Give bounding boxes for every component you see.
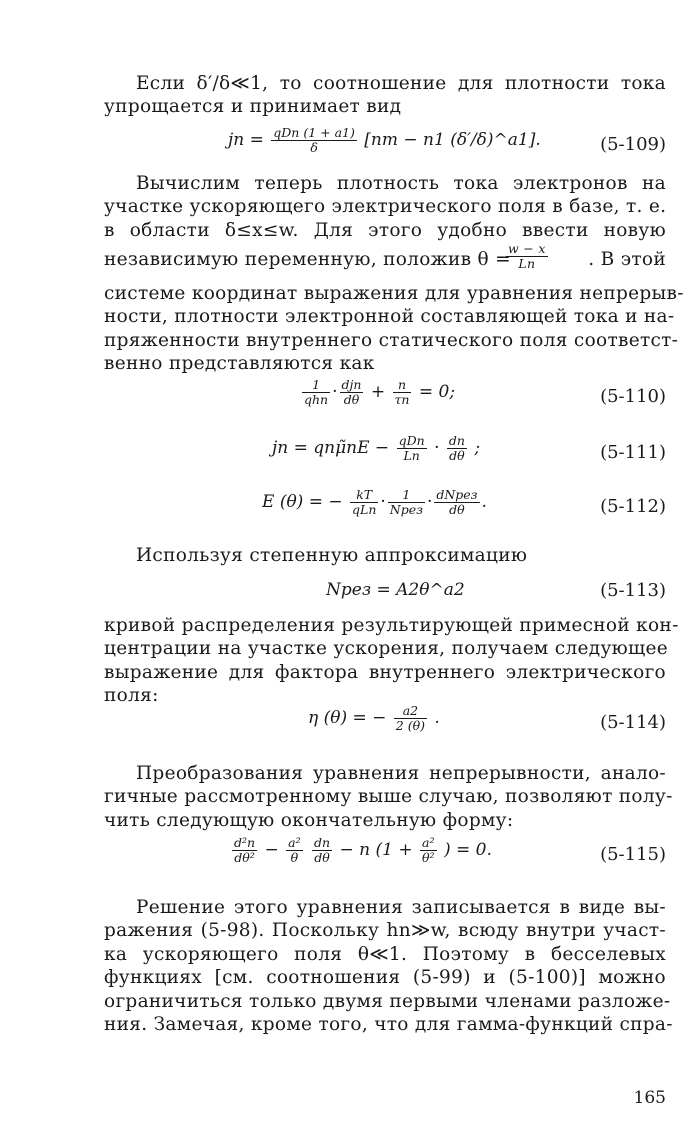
eq-lhs: jn = qnμ̃nE − [272, 438, 390, 458]
denominator: dθ [449, 502, 465, 517]
fraction [312, 836, 332, 865]
paragraph-3 [104, 282, 684, 376]
text-line: упрощается и принимает вид [104, 96, 402, 118]
fraction [302, 378, 330, 407]
text-line: поля: [104, 685, 159, 707]
eq-lhs: E (θ) = − [262, 492, 343, 512]
equation-number: (5-115) [600, 844, 666, 865]
equation-number: (5-112) [600, 496, 666, 517]
denominator: dθ [314, 850, 330, 865]
eq-tail: ) = 0. [443, 840, 492, 860]
page-number: 165 [633, 1088, 666, 1108]
fraction [394, 704, 427, 733]
equation-number: (5-110) [600, 386, 666, 407]
text-line: ности, плотности электронной составляющей тока и на- [104, 306, 675, 328]
text-line: Преобразования уравнения непрерывности, анало- [136, 763, 666, 784]
numerator: 1 [388, 488, 425, 503]
numerator: qDn [398, 433, 425, 448]
denominator: 2 (θ) [395, 718, 426, 733]
eq-mid: − n (1 + [339, 840, 413, 860]
denominator: Nрез [389, 502, 423, 517]
numerator: dn [448, 433, 465, 448]
equation-number: (5-113) [600, 580, 666, 601]
fraction [286, 836, 302, 865]
text-line: выражение для фактора внутреннего электрического [104, 661, 666, 683]
text-line: системе координат выражения для уравнения непрерыв- [104, 283, 684, 304]
text-line: ния. Замечая, кроме того, что для гамма-функций спра- [104, 1013, 673, 1035]
theta-fraction [506, 242, 548, 271]
text-line: . В этой [588, 249, 666, 270]
paragraph-2 [104, 172, 666, 242]
numerator: dNрез [436, 487, 478, 502]
paragraph-6 [104, 762, 673, 832]
text-line: кривой распределения результирующей примесной кон- [104, 615, 679, 636]
denominator: qLn [352, 502, 377, 517]
numerator: n [393, 378, 412, 393]
eq-lhs: jn = [228, 130, 264, 150]
numerator: djn [341, 377, 362, 392]
plus-sign: + [370, 382, 386, 402]
paragraph-2-line-4 [104, 242, 666, 276]
eq-lhs: η (θ) = − [308, 708, 387, 728]
fraction [397, 434, 427, 463]
equation-5-115: $\frac{\text{d²n}}{\text{dθ²}}$ − $\frac{\text{a²}}{\theta}$ $\frac{dn}{d\theta}$ − n (1 + $\frac{\text{a²}}{\text{θ²}}$ ) = 0. (5-115) [234, 835, 666, 865]
paragraph-1 [104, 72, 666, 119]
equation-number: (5-111) [600, 442, 666, 463]
fraction [388, 488, 425, 517]
text-line: центрации на участке ускорения, получаем следующее [104, 638, 669, 660]
numerator: w − x [508, 241, 546, 256]
paragraph-7 [104, 896, 673, 1036]
equation-5-113 [104, 576, 666, 616]
numerator: a² [288, 835, 301, 850]
denominator: qhn [304, 392, 329, 407]
numerator: a2 [394, 704, 427, 719]
equation-5-114 [104, 704, 666, 744]
eq-body: Nрез = A2θ^a2 [326, 580, 465, 600]
equation-5-109 [104, 124, 666, 164]
numerator: dn [314, 835, 331, 850]
fraction [350, 488, 378, 517]
denominator: τn [394, 392, 410, 407]
equation-5-111: jn = qnμ̃nE − $\frac{\text{qDn}}{Ln}$ · $\frac{dn}{d\theta}$ ; (5-111) [272, 433, 666, 463]
numerator: d²n [234, 835, 256, 850]
numerator: 1 [302, 378, 330, 393]
denominator: θ [290, 850, 299, 865]
fraction [340, 378, 364, 407]
fraction [393, 378, 412, 407]
text-line: участке ускоряющего электрического поля в базе, т. е. [104, 196, 667, 218]
denominator: dθ [449, 448, 465, 463]
equation-5-112: E (θ) = − $\frac{kT}{\text{qLn}}$ · $\frac{1}{\text{Nрез}}$ · $\frac{\text{dNрез}}{d\theta}$ . (5-112) [262, 487, 666, 517]
denominator: dθ [343, 392, 360, 407]
numerator: a² [420, 836, 437, 851]
equation-number: (5-114) [600, 712, 666, 733]
eq-tail: . [434, 708, 440, 728]
eq-tail: . [481, 492, 487, 512]
text-line: в области δ≤x≤w. Для этого удобно ввести новую [104, 219, 666, 241]
numerator: kT [350, 488, 378, 503]
fraction [271, 126, 357, 155]
eq-tail: = 0; [418, 382, 456, 402]
equation-5-110: $\frac{1}{\text{qhn}}$ · $\frac{\text{djn}}{d\theta}$ + $\frac{n}{\tau n}$ = 0; (5-110) [304, 377, 666, 407]
text-line: ражения (5-98). Поскольку hn≫w, всюду внутри участ- [104, 920, 666, 942]
text-line: функциях [см. соотношения (5-99) и (5-100)] можно [104, 967, 666, 989]
text-line: Если δ′/δ≪1, то соотношение для плотности тока [136, 73, 666, 94]
text-line: чить следующую окончательную форму: [104, 809, 514, 831]
denominator: dθ² [234, 850, 255, 865]
fraction [434, 488, 479, 517]
text-line: ограничиться только двумя первыми членами разложе- [104, 990, 671, 1012]
text-line: венно представляются как [104, 353, 375, 375]
paragraph-5 [104, 614, 679, 708]
text-line: независимую переменную, положив θ = [104, 249, 511, 270]
fraction [447, 434, 467, 463]
text-line: Решение этого уравнения записывается в виде вы- [136, 897, 666, 918]
denominator: δ [310, 140, 318, 155]
text-line: Используя степенную аппроксимацию [136, 545, 528, 566]
denominator: Ln [518, 256, 536, 271]
fraction [420, 836, 437, 865]
numerator: qDn (1 + a1) [273, 125, 355, 140]
eq-rest: [nт − n1 (δ′/δ)^a1]. [364, 130, 541, 150]
denominator: θ² [422, 850, 435, 865]
equation-number: (5-109) [600, 134, 666, 155]
eq-tail: ; [474, 438, 481, 458]
text-line: ка ускоряющего поля θ≪1. Поэтому в бесселевых [104, 943, 666, 965]
text-line: гичные рассмотренному выше случаю, позволяют полу- [104, 786, 673, 808]
text-line: Вычислим теперь плотность тока электронов на [136, 173, 666, 194]
fraction [232, 836, 257, 865]
paragraph-4 [104, 544, 666, 567]
denominator: Ln [403, 448, 420, 463]
text-line: пряженности внутреннего статического поля соответст- [104, 329, 679, 351]
